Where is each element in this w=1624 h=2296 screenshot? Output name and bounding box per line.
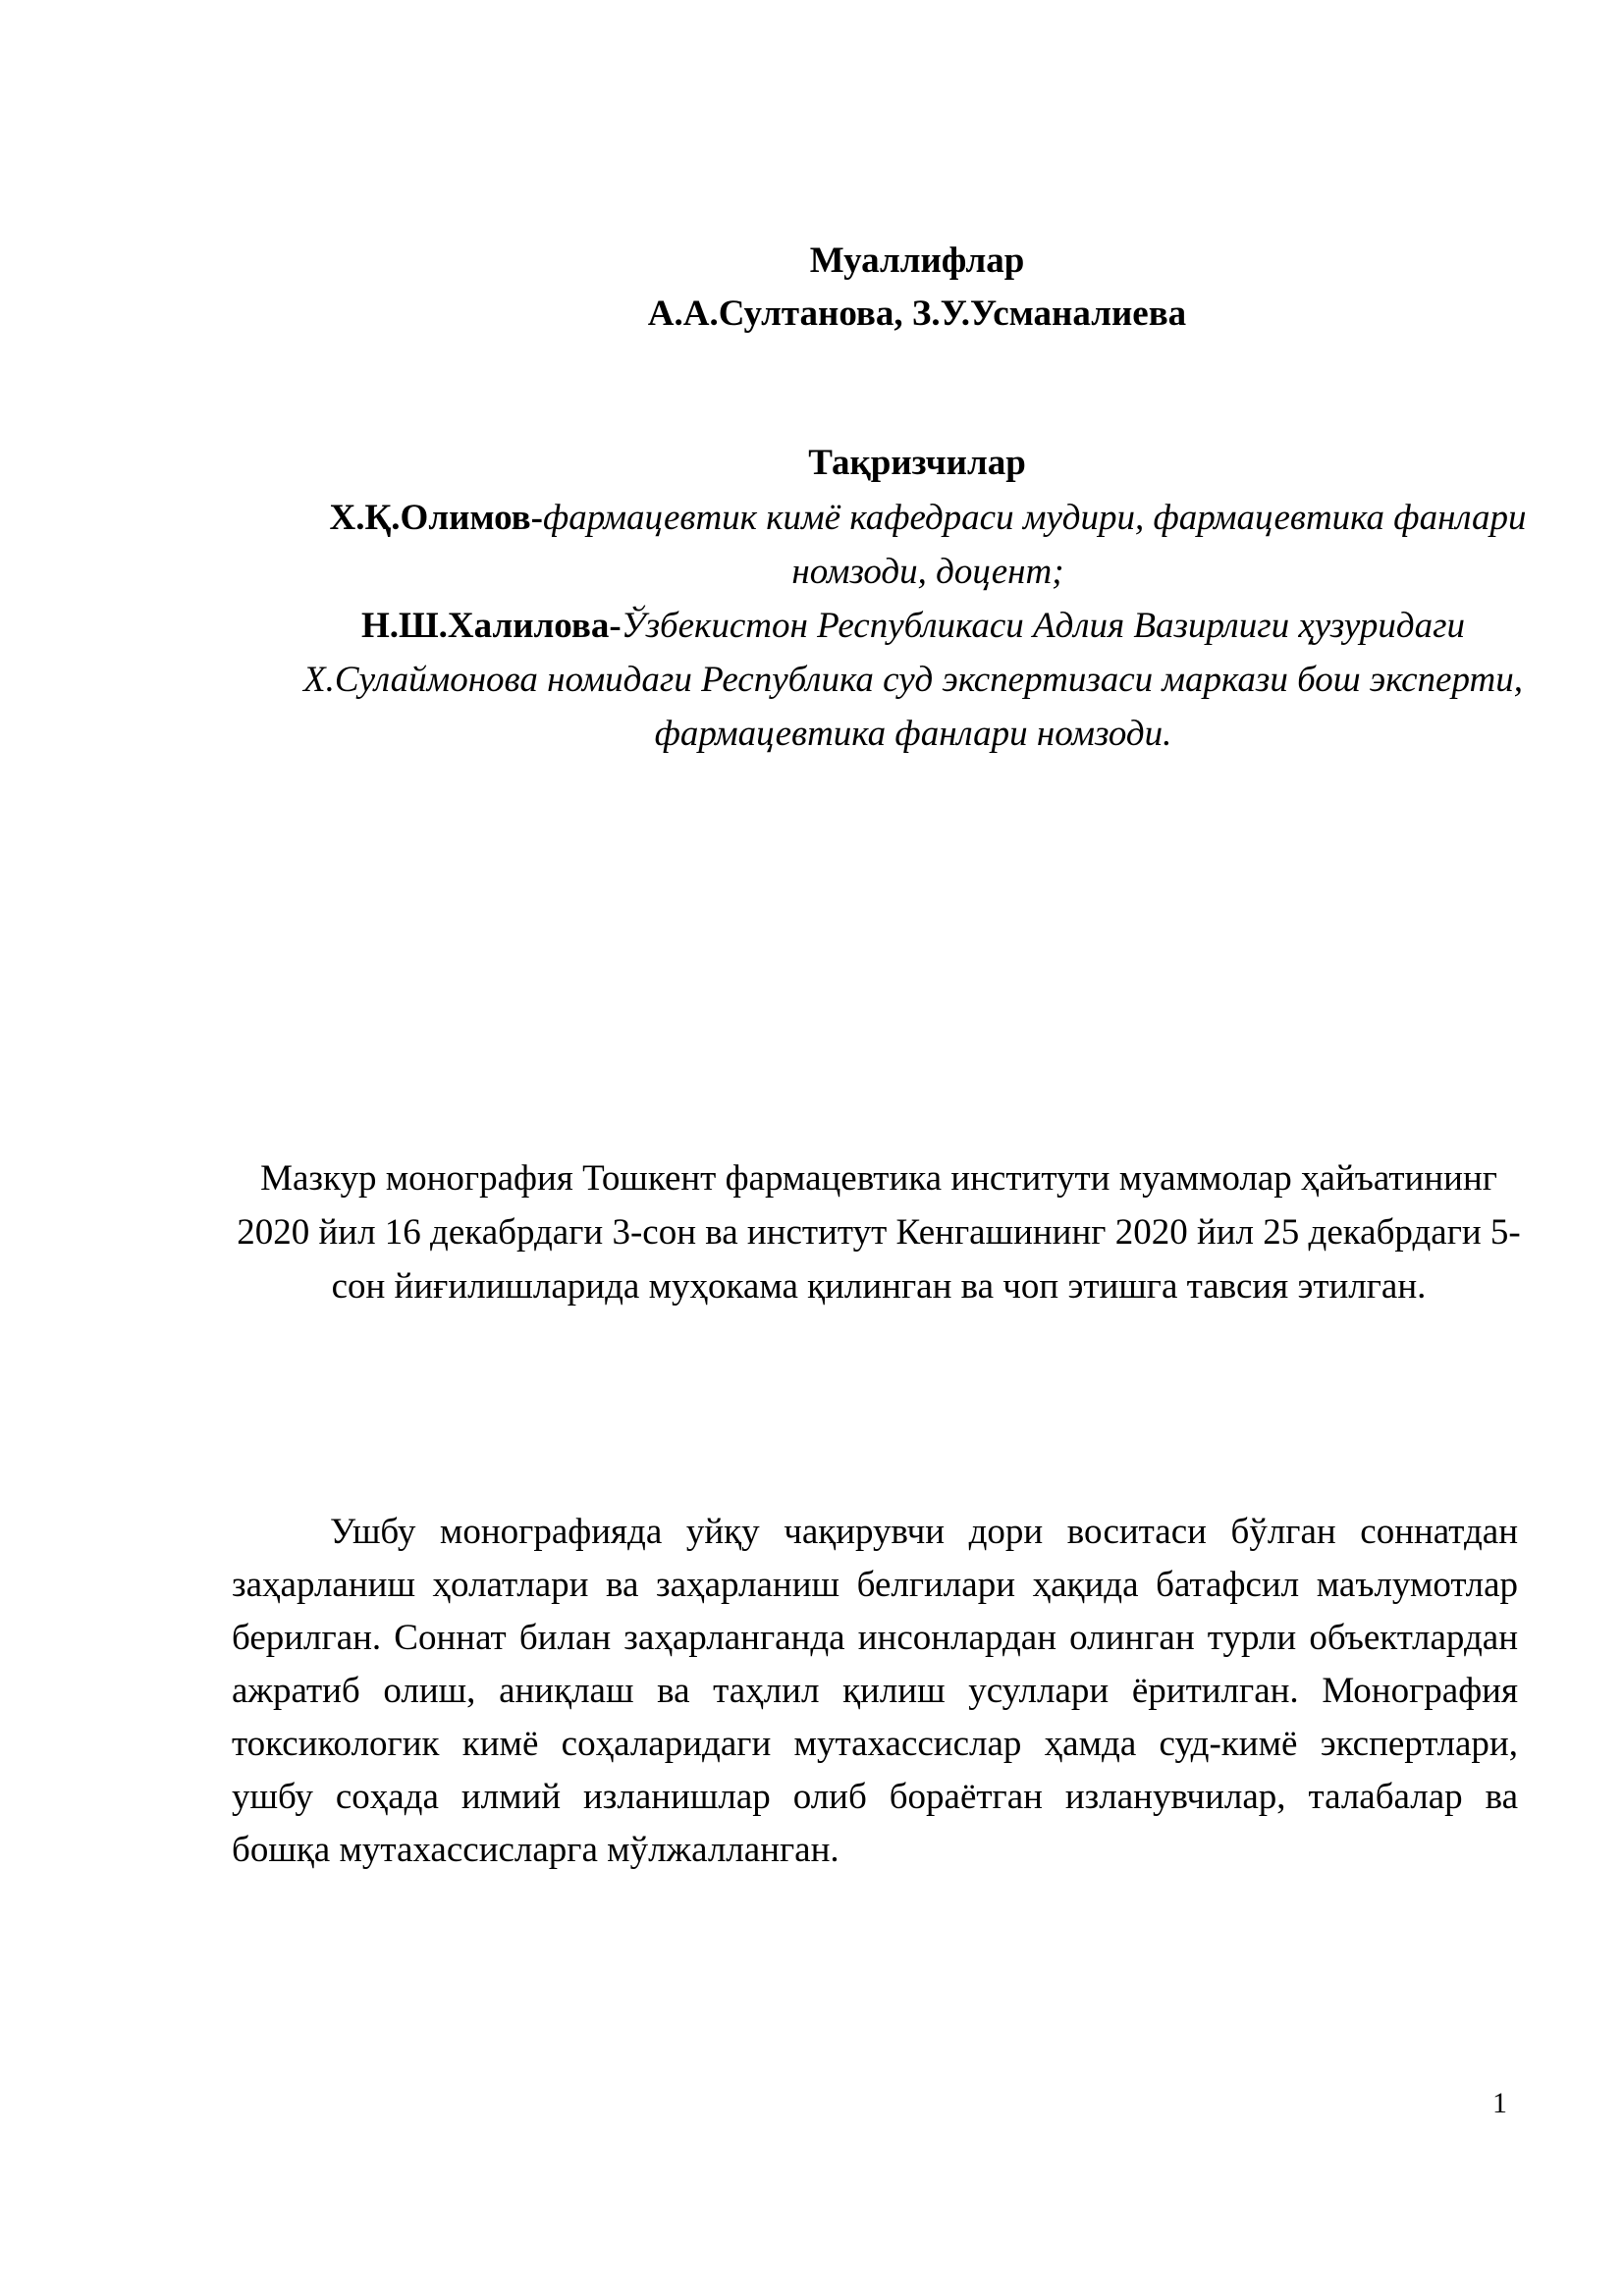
reviewer-entry-1 [324,491,1532,599]
authors-names: А.А.Султанова, З.У.Усманалиева [647,294,1187,334]
page-number: 1 [1492,2087,1507,2119]
approval-text: Мазкур монография Тошкент фармацевтика институти муаммолар ҳайъатининг 2020 йил 16 декабрдаги 3-сон ва институт Кенгашининг 2020 йил 25 декабрдаги 5-сон йиғилишларида муҳокама қилинган ва чоп этишга тавсия этилган. [237,1158,1521,1307]
authors-heading: Муаллифлар [809,240,1025,281]
reviewer-name: Н.Ш.Халилова- [361,606,622,646]
reviewer-description: Ўзбекистон Республикаси Адлия Вазирлиги ҳузуридаги Х.Сулаймонова номидаги Республика суд экспертизаси маркази бош эксперти, фармацевтика фанлари номзоди. [303,606,1523,754]
reviewers-heading: Тақризчилар [808,443,1026,483]
reviewer-description: фармацевтик кимё кафедраси мудири, фармацевтика фанлари номзоди, доцент; [543,498,1527,592]
reviewer-name: Х.Қ.Олимов- [329,498,543,538]
abstract-paragraph [232,1506,1518,1877]
approval-paragraph [236,1151,1522,1313]
reviewer-entry-2 [295,599,1532,761]
abstract-text: Ушбу монографияда уйқу чақирувчи дори воситаси бўлган соннатдан заҳарланиш ҳолатлари ва заҳарланиш белгилари ҳақида батафсил маълумотлар берилган. Соннат билан заҳарланганда инсонлардан олинган турли объектлардан ажратиб олиш, аниқлаш ва таҳлил қилиш усуллари ёритилган. Монография токсикологик кимё соҳаларидаги мутахассислар ҳамда суд-кимё экспертлари, ушбу соҳада илмий изланишлар олиб бораётган изланувчилар, талабалар ва бошқа мутахассисларга мўлжалланган. [232,1512,1518,1870]
